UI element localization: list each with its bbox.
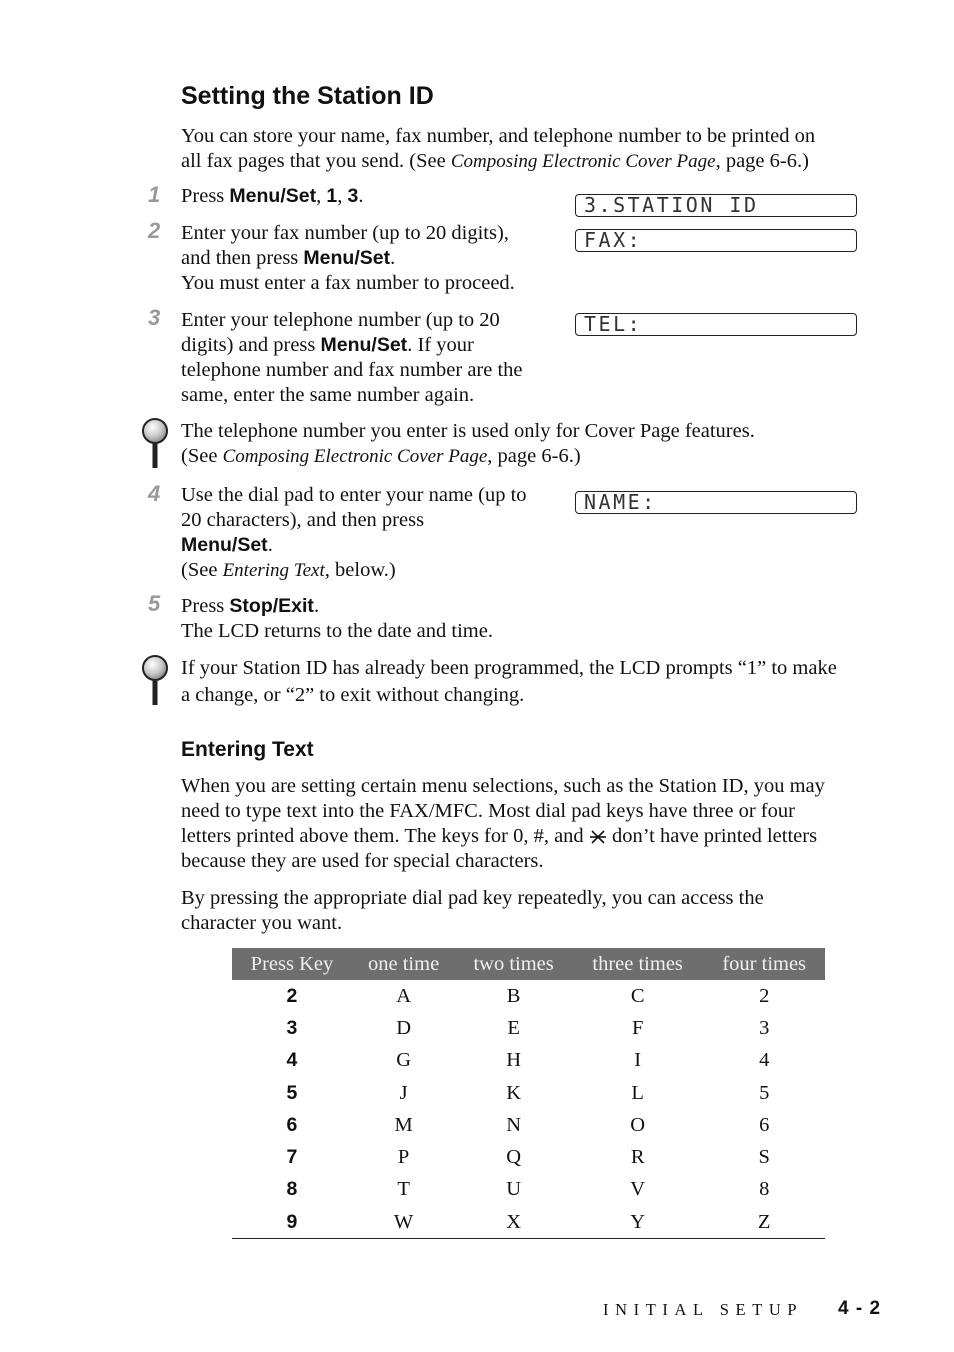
para-1-line-4: because they are used for special characters. [181,850,544,872]
table-cell: L [631,1081,644,1104]
table-cell: V [630,1178,646,1201]
note-1-page-ref: , page 6-6.) [487,445,581,467]
lcd-tel: TEL: [575,313,857,336]
para-1-text-a: letters printed above them. The keys for 0, #, and [181,825,589,847]
table-cell: S [758,1146,770,1169]
note-2-line-2: a change, or “2” to exit without changing. [181,684,525,706]
page-number: 4 - 2 [838,1298,882,1319]
table-row [232,1045,825,1077]
intro-line-2 [181,149,815,174]
note-1-see: (See [181,445,223,467]
subsection-title: Entering Text [181,738,314,761]
para-1-line-3 [181,824,825,849]
key-letter-table [232,948,825,1239]
key-cell: 2 [286,984,298,1007]
step-3-line-3: telephone number and fax number are the [181,359,523,381]
key-3: 3 [347,185,359,207]
table-row [232,1206,825,1239]
separator: , [316,185,327,207]
table-cell: A [396,984,412,1007]
table-row [232,980,825,1012]
key-cell: 4 [286,1049,298,1072]
step-1-press: Press [181,185,230,207]
entering-text-paragraph-2 [181,886,764,936]
step-number-2: 2 [148,218,161,243]
key-cell: 7 [286,1146,298,1169]
table-row [232,1141,825,1173]
step-4-see: (See [181,559,223,581]
intro-reference: Composing Electronic Cover Page [450,151,716,172]
table-cell: 6 [759,1113,770,1136]
table-cell: X [455,1206,572,1239]
step-number-4: 4 [148,481,161,506]
table-cell: T [397,1178,410,1201]
intro-paragraph [181,124,815,174]
table-cell: O [630,1113,646,1136]
column-header: three times [572,948,703,980]
step-3-line-4: same, enter the same number again. [181,384,475,406]
table-row [232,1109,825,1141]
table-cell: J [399,1081,408,1104]
step-3-text [181,308,523,408]
intro-line-1: You can store your name, fax number, and telephone number to be printed on [181,125,816,147]
note-magnifier-icon [140,417,170,469]
table-row [232,1077,825,1109]
table-cell: W [352,1206,455,1239]
table-cell: 4 [759,1049,770,1072]
table-cell: P [397,1146,410,1169]
column-header: two times [455,948,572,980]
step-4-reference: Entering Text [222,560,325,581]
menu-set-key: Menu/Set [181,534,268,556]
menu-set-key: Menu/Set [303,247,391,269]
para-1-line-2: need to type text into the FAX/MFC. Most dial pad keys have three or four [181,800,795,822]
step-1-text [181,184,363,209]
note-magnifier-icon [140,654,170,706]
table-cell: I [634,1049,642,1072]
table-cell: M [394,1113,413,1136]
note-1-line-2 [181,444,755,469]
period: . [390,247,396,269]
table-cell: N [506,1113,522,1136]
column-header: Press Key [232,948,352,980]
table-cell: Z [703,1206,825,1239]
para-1-text-b: don’t have printed letters [606,825,818,847]
step-5-press: Press [181,595,230,617]
table-cell: 2 [759,984,770,1007]
step-2-text-a: and then press [181,247,304,269]
stop-exit-key: Stop/Exit [229,595,314,617]
para-1-line-1: When you are setting certain menu selections, such as the Station ID, you may [181,775,825,797]
key-cell: 6 [286,1113,298,1136]
step-3-text-b: . If your [407,334,474,356]
table-cell: C [630,984,645,1007]
step-5-text [181,594,493,644]
table-cell: R [630,1146,645,1169]
key-cell: 8 [286,1178,298,1201]
table-cell: 3 [759,1016,770,1039]
entering-text-paragraph-1 [181,774,825,874]
note-1-line-1: The telephone number you enter is used only for Cover Page features. [181,420,755,442]
table-row [232,1174,825,1206]
note-1 [181,419,755,469]
star-key-icon [589,828,607,844]
table-cell: G [396,1049,412,1072]
step-4-below: , below.) [324,559,396,581]
note-2 [181,655,837,709]
separator: , [337,185,348,207]
period: . [313,595,320,617]
key-cell: 9 [232,1206,352,1239]
step-4-line-3 [181,533,527,558]
footer-section-name: INITIAL SETUP [603,1300,804,1319]
step-number-1: 1 [148,182,161,207]
para-2-line-1: By pressing the appropriate dial pad key repeatedly, you can access the [181,887,764,909]
note-2-line-1: If your Station ID has already been programmed, the LCD prompts “1” to make [181,657,837,679]
column-header: four times [703,948,825,980]
step-2-line-1: Enter your fax number (up to 20 digits), [181,222,509,244]
table-cell: 8 [759,1178,770,1201]
step-2-line-2 [181,246,515,271]
step-3-text-a: digits) and press [181,334,321,356]
intro-text: all fax pages that you send. (See [181,150,451,172]
table-cell: 5 [759,1081,770,1104]
key-1: 1 [326,185,338,207]
para-2-line-2: character you want. [181,912,343,934]
column-header: one time [352,948,455,980]
intro-page-ref: , page 6-6.) [715,150,809,172]
step-4-text [181,483,527,583]
table-row [232,1012,825,1044]
table-cell: F [631,1016,644,1039]
step-3-line-2 [181,333,523,358]
table-cell: B [506,984,521,1007]
menu-set-key: Menu/Set [229,185,317,207]
lcd-fax: FAX: [575,229,857,252]
step-3-line-1: Enter your telephone number (up to 20 [181,309,500,331]
lcd-station-id: 3.STATION ID [575,194,857,217]
table-header-row [232,948,825,980]
note-1-reference: Composing Electronic Cover Page [222,446,488,467]
step-5-line-2: The LCD returns to the date and time. [181,620,493,642]
table-cell: Q [506,1146,522,1169]
page-title: Setting the Station ID [181,82,434,110]
table-cell: U [506,1178,522,1201]
period: . [267,534,273,556]
key-cell: 5 [286,1081,298,1104]
step-4-line-1: Use the dial pad to enter your name (up to [181,484,527,506]
step-number-3: 3 [148,305,161,330]
lcd-name: NAME: [575,491,857,514]
table-cell: Y [572,1206,703,1239]
key-cell: 3 [286,1016,298,1039]
table-cell: E [507,1016,520,1039]
table-cell: K [506,1081,522,1104]
table-cell: D [396,1016,412,1039]
period: . [358,185,364,207]
step-4-line-4 [181,558,527,583]
step-5-line-1 [181,594,493,619]
step-number-5: 5 [148,591,161,616]
menu-set-key: Menu/Set [320,334,408,356]
step-2-text [181,221,515,296]
step-4-line-2: 20 characters), and then press [181,509,425,531]
table-cell: H [506,1049,522,1072]
step-2-line-3: You must enter a fax number to proceed. [181,272,515,294]
